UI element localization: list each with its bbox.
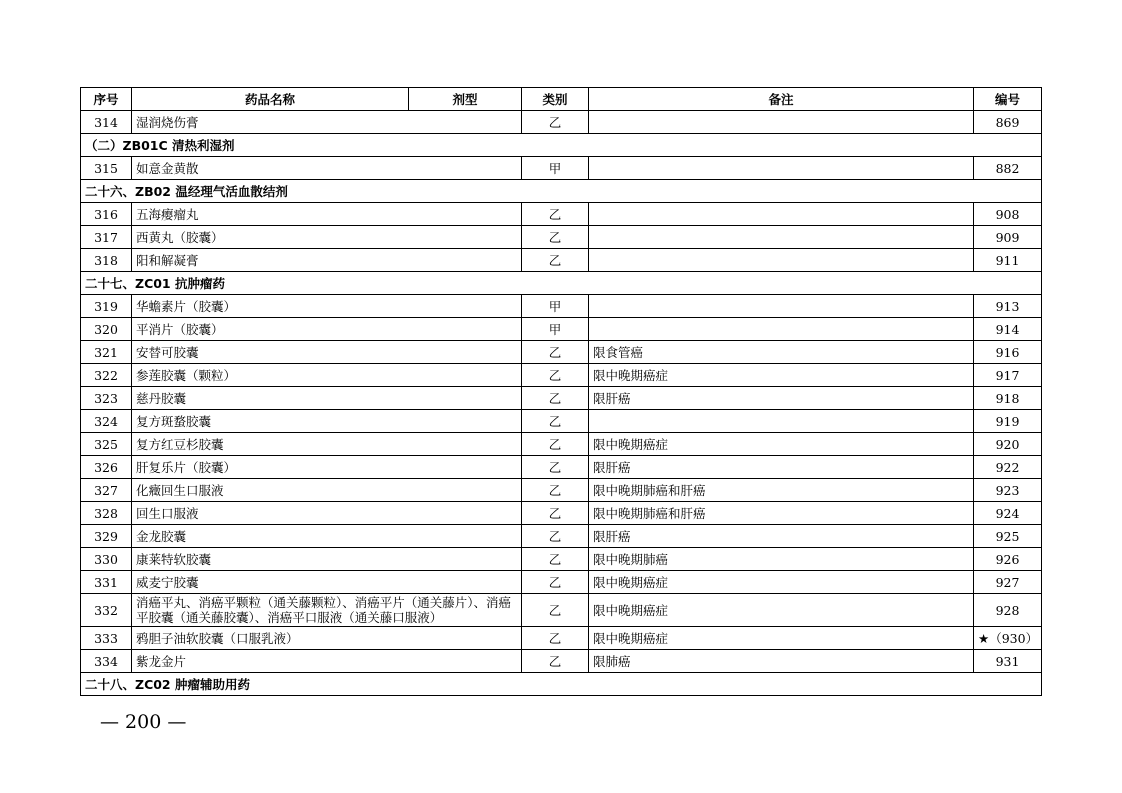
cell-category: 乙	[522, 627, 589, 650]
cell-code: 918	[974, 387, 1042, 410]
cell-seq: 332	[81, 594, 132, 627]
table-row	[81, 502, 1042, 525]
cell-seq: 320	[81, 318, 132, 341]
cell-code: 909	[974, 226, 1042, 249]
section-heading-row	[81, 673, 1042, 696]
cell-category: 乙	[522, 226, 589, 249]
header-category: 类别	[522, 88, 589, 111]
cell-code: 926	[974, 548, 1042, 571]
table-row	[81, 249, 1042, 272]
drug-list-table-container	[80, 87, 1041, 696]
cell-remark	[589, 410, 974, 433]
cell-category: 乙	[522, 364, 589, 387]
cell-seq: 329	[81, 525, 132, 548]
cell-seq: 331	[81, 571, 132, 594]
cell-remark	[589, 157, 974, 180]
table-body	[81, 111, 1042, 696]
section-title: 二十六、ZB02 温经理气活血散结剂	[81, 180, 1042, 203]
cell-code: 869	[974, 111, 1042, 134]
drug-list-table	[80, 87, 1042, 696]
table-row	[81, 341, 1042, 364]
cell-drug-name: 华蟾素片（胶囊）	[132, 295, 522, 318]
cell-seq: 327	[81, 479, 132, 502]
cell-category: 乙	[522, 203, 589, 226]
cell-drug-name: 安替可胶囊	[132, 341, 522, 364]
header-seq: 序号	[81, 88, 132, 111]
table-row	[81, 627, 1042, 650]
cell-seq: 324	[81, 410, 132, 433]
cell-remark	[589, 203, 974, 226]
cell-drug-name: 威麦宁胶囊	[132, 571, 522, 594]
cell-remark	[589, 295, 974, 318]
table-row	[81, 295, 1042, 318]
cell-drug-name: 阳和解凝膏	[132, 249, 522, 272]
cell-drug-name: 消癌平丸、消癌平颗粒（通关藤颗粒）、消癌平片（通关藤片）、消癌平胶囊（通关藤胶囊）、消癌平口服液（通关藤口服液）	[132, 594, 522, 627]
cell-drug-name: 如意金黄散	[132, 157, 522, 180]
cell-code: 928	[974, 594, 1042, 627]
cell-drug-name: 肝复乐片（胶囊）	[132, 456, 522, 479]
cell-drug-name: 慈丹胶囊	[132, 387, 522, 410]
cell-remark: 限中晚期癌症	[589, 433, 974, 456]
cell-remark: 限食管癌	[589, 341, 974, 364]
table-row	[81, 111, 1042, 134]
cell-remark: 限中晚期癌症	[589, 571, 974, 594]
table-row	[81, 318, 1042, 341]
cell-category: 乙	[522, 111, 589, 134]
cell-remark: 限肝癌	[589, 525, 974, 548]
cell-code: 919	[974, 410, 1042, 433]
cell-drug-name: 复方红豆杉胶囊	[132, 433, 522, 456]
table-row	[81, 364, 1042, 387]
cell-category: 乙	[522, 594, 589, 627]
cell-seq: 317	[81, 226, 132, 249]
cell-remark	[589, 111, 974, 134]
cell-drug-name: 湿润烧伤膏	[132, 111, 522, 134]
cell-code: 923	[974, 479, 1042, 502]
cell-seq: 323	[81, 387, 132, 410]
cell-code: 922	[974, 456, 1042, 479]
cell-seq: 318	[81, 249, 132, 272]
cell-drug-name: 化癥回生口服液	[132, 479, 522, 502]
cell-code: 917	[974, 364, 1042, 387]
cell-code: 920	[974, 433, 1042, 456]
section-heading-row	[81, 180, 1042, 203]
cell-category: 乙	[522, 650, 589, 673]
cell-seq: 330	[81, 548, 132, 571]
cell-category: 乙	[522, 571, 589, 594]
cell-drug-name: 参莲胶囊（颗粒）	[132, 364, 522, 387]
cell-seq: 314	[81, 111, 132, 134]
cell-remark: 限中晚期肺癌和肝癌	[589, 479, 974, 502]
section-title: 二十八、ZC02 肿瘤辅助用药	[81, 673, 1042, 696]
cell-code: ★（930）	[974, 627, 1042, 650]
cell-code: 908	[974, 203, 1042, 226]
cell-seq: 334	[81, 650, 132, 673]
cell-category: 乙	[522, 387, 589, 410]
table-row	[81, 571, 1042, 594]
cell-code: 927	[974, 571, 1042, 594]
table-row	[81, 226, 1042, 249]
cell-remark: 限中晚期癌症	[589, 594, 974, 627]
cell-code: 914	[974, 318, 1042, 341]
cell-seq: 328	[81, 502, 132, 525]
cell-drug-name: 五海瘿瘤丸	[132, 203, 522, 226]
cell-remark: 限中晚期肺癌和肝癌	[589, 502, 974, 525]
cell-remark	[589, 226, 974, 249]
cell-seq: 333	[81, 627, 132, 650]
cell-code: 913	[974, 295, 1042, 318]
cell-code: 911	[974, 249, 1042, 272]
cell-remark	[589, 249, 974, 272]
cell-code: 925	[974, 525, 1042, 548]
cell-remark: 限肺癌	[589, 650, 974, 673]
cell-code: 931	[974, 650, 1042, 673]
cell-remark: 限肝癌	[589, 456, 974, 479]
table-row	[81, 456, 1042, 479]
table-row	[81, 479, 1042, 502]
cell-drug-name: 回生口服液	[132, 502, 522, 525]
table-row	[81, 548, 1042, 571]
cell-category: 甲	[522, 157, 589, 180]
header-remark: 备注	[589, 88, 974, 111]
header-name: 药品名称	[132, 88, 409, 111]
cell-seq: 321	[81, 341, 132, 364]
cell-category: 乙	[522, 479, 589, 502]
cell-remark: 限肝癌	[589, 387, 974, 410]
cell-drug-name: 鸦胆子油软胶囊（口服乳液）	[132, 627, 522, 650]
cell-category: 乙	[522, 410, 589, 433]
cell-category: 甲	[522, 318, 589, 341]
cell-code: 924	[974, 502, 1042, 525]
cell-category: 乙	[522, 502, 589, 525]
table-row	[81, 650, 1042, 673]
header-code: 编号	[974, 88, 1042, 111]
cell-drug-name: 康莱特软胶囊	[132, 548, 522, 571]
cell-category: 乙	[522, 525, 589, 548]
table-row	[81, 157, 1042, 180]
table-row	[81, 203, 1042, 226]
cell-category: 乙	[522, 249, 589, 272]
table-row	[81, 410, 1042, 433]
cell-seq: 319	[81, 295, 132, 318]
cell-category: 乙	[522, 548, 589, 571]
cell-seq: 325	[81, 433, 132, 456]
cell-remark: 限中晚期肺癌	[589, 548, 974, 571]
cell-seq: 316	[81, 203, 132, 226]
cell-remark: 限中晚期癌症	[589, 364, 974, 387]
cell-remark: 限中晚期癌症	[589, 627, 974, 650]
section-title: （二）ZB01C 清热利湿剂	[81, 134, 1042, 157]
cell-seq: 326	[81, 456, 132, 479]
page-number: — 200 —	[100, 711, 187, 733]
section-heading-row	[81, 272, 1042, 295]
cell-category: 乙	[522, 456, 589, 479]
cell-category: 乙	[522, 433, 589, 456]
table-row	[81, 387, 1042, 410]
cell-remark	[589, 318, 974, 341]
header-form: 剂型	[409, 88, 522, 111]
table-header-row	[81, 88, 1042, 111]
section-title: 二十七、ZC01 抗肿瘤药	[81, 272, 1042, 295]
cell-drug-name: 西黄丸（胶囊）	[132, 226, 522, 249]
cell-drug-name: 金龙胶囊	[132, 525, 522, 548]
cell-drug-name: 复方斑蝥胶囊	[132, 410, 522, 433]
cell-category: 乙	[522, 341, 589, 364]
table-row	[81, 433, 1042, 456]
cell-seq: 322	[81, 364, 132, 387]
cell-code: 916	[974, 341, 1042, 364]
section-heading-row	[81, 134, 1042, 157]
cell-code: 882	[974, 157, 1042, 180]
cell-drug-name: 平消片（胶囊）	[132, 318, 522, 341]
table-row	[81, 525, 1042, 548]
cell-seq: 315	[81, 157, 132, 180]
cell-category: 甲	[522, 295, 589, 318]
table-row	[81, 594, 1042, 627]
cell-drug-name: 紫龙金片	[132, 650, 522, 673]
